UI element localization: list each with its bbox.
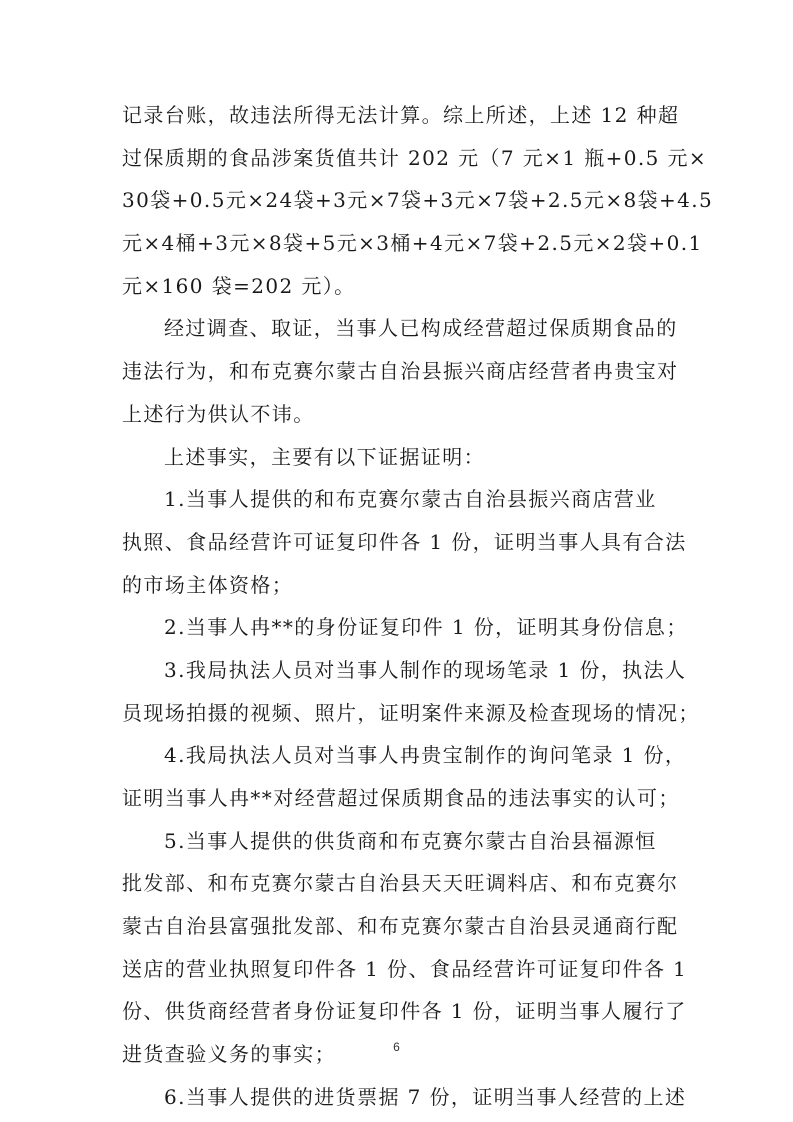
text-line: 份、供货商经营者身份证复印件各 1 份，证明当事人履行了 xyxy=(122,999,687,1024)
text-line: 记录台账，故违法所得无法计算。综上所述，上述 12 种超 xyxy=(122,103,680,127)
text-line: 过保质期的食品涉案货值共计 202 元（7 元×1 瓶+0.5 元× xyxy=(122,145,708,170)
page-number: 6 xyxy=(393,1040,400,1054)
text-line: 蒙古自治县富强批发部、和布克赛尔蒙古自治县灵通商行配 xyxy=(122,914,679,939)
text-line: 执照、食品经营许可证复印件各 1 份，证明当事人具有合法 xyxy=(122,529,687,554)
text-line: 元×4桶+3元×8袋+5元×3桶+4元×7袋+2.5元×2袋+0.1 xyxy=(122,231,703,256)
paragraph-first-line: 经过调查、取证，当事人已构成经营超过保质期食品的 xyxy=(164,316,678,341)
evidence-item-4: 4.我局执法人员对当事人冉贵宝制作的询问笔录 1 份， xyxy=(164,743,687,768)
document-body xyxy=(122,94,714,1119)
text-line: 元×160 袋=202 元）。 xyxy=(122,273,356,298)
text-line: 30袋+0.5元×24袋+3元×7袋+3元×7袋+2.5元×8袋+4.5 xyxy=(122,188,714,213)
text-line: 员现场拍摄的视频、照片，证明案件来源及检查现场的情况； xyxy=(122,700,700,725)
evidence-item-6: 6.当事人提供的进货票据 7 份，证明当事人经营的上述 xyxy=(164,1084,687,1109)
paragraph-first-line: 上述事实，主要有以下证据证明： xyxy=(164,444,485,469)
evidence-item-1: 1.当事人提供的和布克赛尔蒙古自治县振兴商店营业 xyxy=(164,487,657,512)
text-line: 送店的营业执照复印件各 1 份、食品经营许可证复印件各 1 xyxy=(122,956,688,981)
evidence-item-2: 2.当事人冉**的身份证复印件 1 份，证明其身份信息； xyxy=(164,615,688,640)
text-line: 的市场主体资格； xyxy=(122,572,294,597)
text-line: 违法行为，和布克赛尔蒙古自治县振兴商店经营者冉贵宝对 xyxy=(122,359,679,384)
evidence-item-3: 3.我局执法人员对当事人制作的现场笔录 1 份，执法人 xyxy=(164,657,687,682)
text-line: 批发部、和布克赛尔蒙古自治县天天旺调料店、和布克赛尔 xyxy=(122,871,679,896)
text-line: 上述行为供认不讳。 xyxy=(122,401,315,426)
evidence-item-5: 5.当事人提供的供货商和布克赛尔蒙古自治县福源恒 xyxy=(164,828,657,853)
text-line: 进货查验义务的事实； xyxy=(122,1042,336,1067)
text-line: 证明当事人冉**对经营超过保质期食品的违法事实的认可； xyxy=(122,786,680,810)
